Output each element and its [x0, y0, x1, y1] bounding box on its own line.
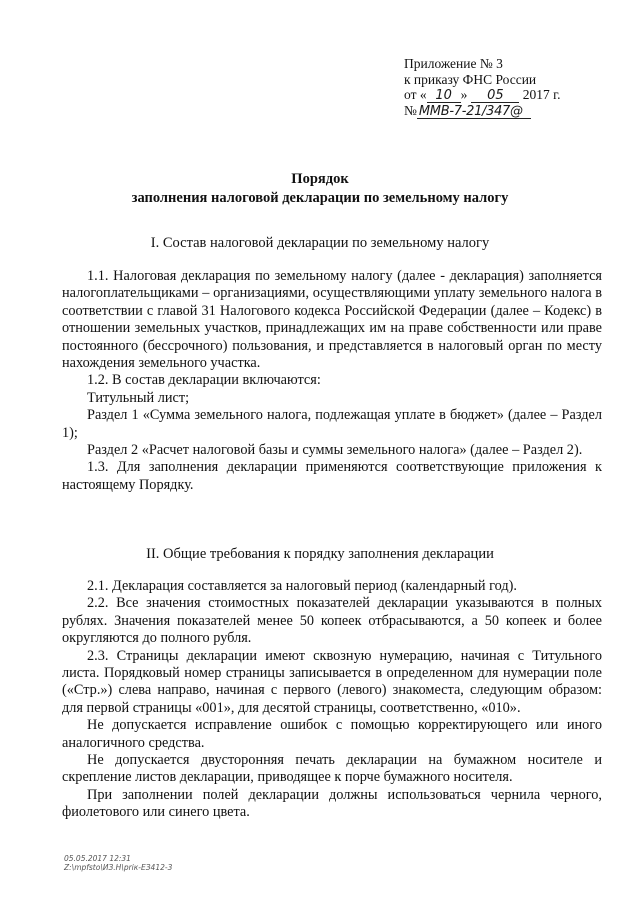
annex-number-value: ММВ-7-21/347@ [417, 105, 531, 119]
annex-date-month: 05 [471, 89, 519, 103]
annex-date [404, 87, 604, 103]
annex-number-prefix: № [404, 103, 417, 118]
paragraph-double-sided: Не допускается двусторонняя печать декларации на бумажном носителе и скрепление листов декларации, приводящее к порче бумажного носителя. [62, 752, 602, 786]
paragraph-2-2: 2.2. Все значения стоимостных показателей декларации указываются в полных рублях. Значения показателей менее 50 копеек отбрасываются, а 50 копеек и более округляются до полного рубля. [62, 595, 602, 647]
paragraph-1-3: 1.3. Для заполнения декларации применяются соответствующие приложения к настоящему Порядку. [62, 459, 602, 493]
title-line-1: Порядок [291, 171, 349, 187]
annex-number: Приложение № 3 [404, 56, 503, 71]
file-footer [64, 854, 172, 872]
paragraph-1-2: 1.2. В состав декларации включаются: [87, 372, 321, 389]
annex-order-number [404, 103, 604, 119]
annex-date-year: 2017 г. [522, 87, 561, 102]
section-2-body [62, 578, 602, 822]
paragraph-section-1: Раздел 1 «Сумма земельного налога, подлежащая уплате в бюджет» (далее – Раздел 1); [62, 407, 602, 441]
annex-header [404, 56, 604, 119]
paragraph-ink: При заполнении полей декларации должны использоваться чернила черного, фиолетового или синего цвета. [62, 786, 602, 821]
paragraph-1-1: 1.1. Налоговая декларация по земельному налогу (далее - декларация) заполняется налогоплательщиками – организациями, осуществляющими уплату земельного налога в соответствии с главой 31 Налогового кодекса Российской Федерации (далее – Кодекс) в отношении земельных участков, принадлежащих им на праве собственности или праве постоянного (бессрочного) пользования, и представляется в налоговый орган по месту нахождения земельного участка. [62, 268, 602, 372]
paragraph-section-2: Раздел 2 «Расчет налоговой базы и суммы земельного налога» (далее – Раздел 2). [87, 442, 583, 459]
section-1-body [62, 268, 602, 494]
footer-file-path: Z:\mpfsto\ИЗ.Н\priк-ЕЗ412-3 [64, 863, 173, 872]
footer-timestamp: 05.05.2017 12:31 [64, 854, 131, 863]
annex-order-reference: к приказу ФНС России [404, 71, 537, 87]
annex-date-quote: » [460, 87, 468, 102]
paragraph-title-sheet: Титульный лист; [87, 389, 190, 406]
paragraph-2-1: 2.1. Декларация составляется за налоговый период (календарный год). [87, 578, 517, 594]
section-2-heading: II. Общие требования к порядку заполнения декларации [146, 546, 494, 562]
paragraph-corrections: Не допускается исправление ошибок с помощью корректирующего или иного аналогичного средства. [62, 717, 602, 751]
document-title [40, 170, 600, 208]
title-line-2: заполнения налоговой декларации по земельному налогу [131, 190, 509, 206]
annex-date-prefix: от « [404, 87, 427, 102]
paragraph-2-3: 2.3. Страницы декларации имеют сквозную нумерацию, начиная с Титульного листа. Порядковый номер страницы записывается в определенном для нумерации поле («Стр.») слева направо, начиная с первого (левого) знакоместа, следующим образом: для первой страницы «001», для десятой страницы, соответственно, «010». [62, 647, 602, 716]
section-1-heading: I. Состав налоговой декларации по земельному налогу [150, 235, 490, 251]
annex-date-day: 10 [427, 89, 461, 103]
